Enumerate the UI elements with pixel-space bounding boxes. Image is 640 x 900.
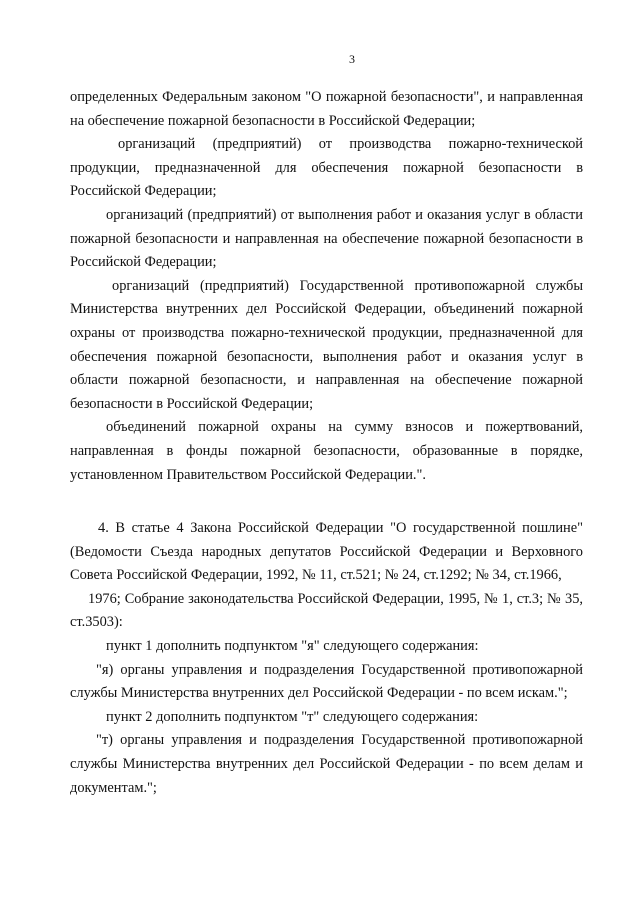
paragraph-intro-continuation: определенных Федеральным законом "О пожарной безопасности", и направленная на обеспечение пожарной безопасности в Российской Федерации;: [70, 89, 583, 129]
paragraph-citation-continuation: 1976; Собрание законодательства Российской Федерации, 1995, № 1, ст.3; № 35, ст.3503):: [70, 590, 583, 631]
paragraph-item-1-addition: пункт 1 дополнить подпунктом "я" следующего содержания:: [106, 638, 479, 655]
paragraph-state-fire-service-organizations: организаций (предприятий) Государственной противопожарной службы Министерства внутренних дел Российской Федерации, объединений пожарной охраны от производства пожарно-технической продукции, предназначенной для обеспечения пожарной безопасности, выполнения работ и оказания услуг в области пожарной безопасности, и направленная на обеспечение пожарной безопасности в Российской Федерации;: [70, 277, 583, 412]
paragraph-article-4-amendment: 4. В статье 4 Закона Российской Федерации "О государственной пошлине" (Ведомости Съезда народных депутатов Российской Федерации и Верховного Совета Российской Федерации, 1992, № 11, ст.521; № 24, ст.1292; № 34, ст.1966,: [70, 520, 583, 584]
paragraph-subitem-t: "т) органы управления и подразделения Государственной противопожарной службы Министерства внутренних дел Российской Федерации - по всем делам и документам.";: [70, 732, 583, 796]
paragraph-production-organizations: организаций (предприятий) от производства пожарно-технической продукции, предназначенной для обеспечения пожарной безопасности в Российской Федерации;: [70, 136, 583, 200]
paragraph-services-organizations: организаций (предприятий) от выполнения работ и оказания услуг в области пожарной безопасности и направленная на обеспечение пожарной безопасности в Российской Федерации;: [70, 206, 583, 271]
paragraph-item-2-addition: пункт 2 дополнить подпунктом "т" следующего содержания:: [106, 708, 479, 725]
paragraph-fire-protection-associations: объединений пожарной охраны на сумму взносов и пожертвований, направленная в фонды пожарной безопасности, образованные в порядке, установленном Правительством Российской Федерации.".: [70, 419, 583, 483]
page-number: 3: [349, 52, 355, 66]
document-body: [70, 86, 583, 800]
paragraph-subitem-ya: "я) органы управления и подразделения Государственной противопожарной службы Министерства внутренних дел Российской Федерации - по всем искам.";: [70, 661, 583, 702]
